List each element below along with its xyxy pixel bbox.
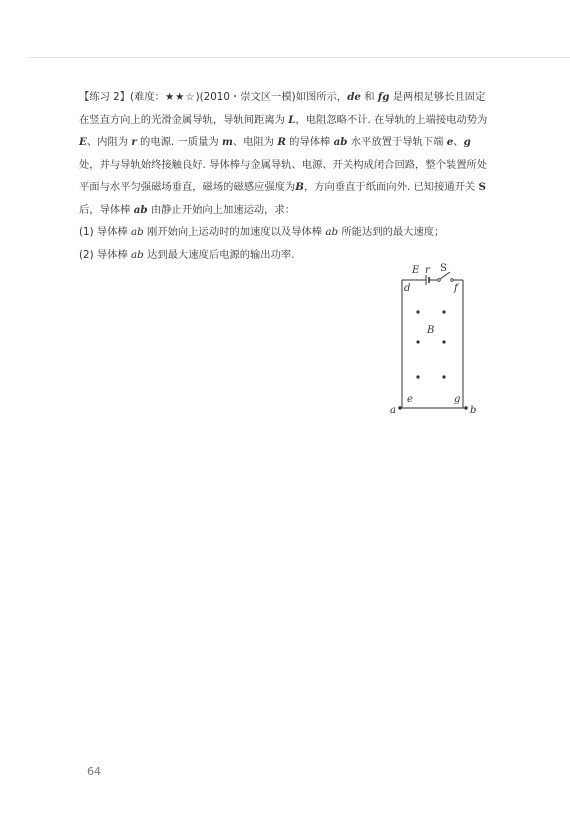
symbol-R: R: [277, 136, 286, 148]
q1-text: (1) 导体棒: [79, 226, 128, 238]
practice-label: 练习 2: [89, 91, 120, 103]
circuit-svg: [390, 262, 490, 422]
problem-statement: [79, 86, 491, 221]
difficulty-stars: ★★☆: [164, 91, 196, 103]
symbol-ab: ab: [131, 226, 144, 238]
symbol-r: r: [131, 136, 137, 148]
symbol-g: g: [463, 136, 471, 148]
q2-text: 达到最大速度后电源的输出功率.: [147, 248, 295, 261]
problem-text: [79, 86, 491, 266]
symbol-ab: ab: [131, 248, 144, 261]
symbol-e: e: [446, 136, 454, 148]
label-b: b: [470, 405, 477, 416]
text-part: 后，导体棒: [79, 203, 131, 216]
symbol-ab: ab: [333, 136, 348, 148]
text-part: ，方向垂直于纸面向外. 已知接通开关: [303, 181, 476, 193]
label-f: f: [454, 283, 458, 294]
label-d: d: [404, 283, 411, 294]
bracket-open: 【: [79, 91, 90, 103]
text-part: ，电阻忽略不计. 在导轨的上端接电动势为: [295, 113, 488, 126]
text-part: 和: [364, 91, 375, 103]
symbol-de: de: [347, 91, 361, 103]
label-E: E: [412, 265, 420, 276]
circuit-diagram: [390, 262, 490, 422]
label-a: a: [390, 405, 396, 416]
symbol-B: B: [295, 181, 304, 193]
label-g: g: [454, 394, 461, 405]
q1-text: 所能达到的最大速度；: [341, 226, 445, 238]
symbol-E: E: [79, 136, 87, 148]
question-1: [79, 221, 491, 244]
text-part: 如图所示，: [295, 91, 348, 103]
text-part: 由静止开始向上加速运动，求：: [150, 203, 296, 216]
text-part: 的导体棒: [289, 136, 331, 148]
text-part: 、内阻为: [86, 136, 129, 148]
text-part: 是两根足够长且固定在竖直方向上的光滑金属导轨，导轨间距离为: [79, 91, 486, 126]
field-dot: [442, 340, 445, 343]
field-dot: [416, 310, 419, 313]
field-dot: [416, 375, 419, 378]
field-dot: [442, 310, 445, 313]
q2-text: (2) 导体棒: [79, 248, 128, 261]
text-part: 处，并与导轨始终接触良好. 导体棒与金属导轨、电源、开关构成闭合回路，整个装置所处平面与水平匀强磁场垂直，磁场的磁感应强度为: [79, 158, 488, 193]
symbol-ab: ab: [133, 203, 148, 216]
q1-text: 刚开始向上运动时的加速度以及导体棒: [147, 226, 323, 238]
text-part: 的电源. 一质量为: [140, 136, 219, 148]
field-dot: [442, 375, 445, 378]
problem-source: (2010・崇文区一模): [199, 91, 296, 103]
page-number: 64: [87, 765, 101, 778]
rod-end-a: [398, 406, 401, 409]
switch-pivot: [438, 279, 441, 282]
symbol-L: L: [288, 113, 296, 126]
text-part: 水平放置于导轨下端: [350, 136, 444, 148]
symbol-S: S: [478, 181, 486, 193]
header-rule: [28, 57, 570, 58]
symbol-fg: fg: [377, 91, 390, 103]
switch-contact: [451, 279, 454, 282]
difficulty-suffix: ): [195, 91, 200, 103]
label-r: r: [425, 265, 430, 276]
symbol-ab: ab: [325, 226, 339, 238]
field-dot: [416, 340, 419, 343]
difficulty-prefix: (难度：: [130, 91, 165, 103]
rod-end-b: [464, 406, 467, 409]
label-B: B: [427, 325, 435, 336]
symbol-m: m: [221, 136, 233, 148]
text-part: 、电阻为: [232, 136, 275, 148]
label-e: e: [407, 394, 413, 405]
text-part: 、: [453, 136, 464, 148]
bracket-close: 】: [119, 91, 131, 103]
label-S: S: [440, 263, 447, 274]
